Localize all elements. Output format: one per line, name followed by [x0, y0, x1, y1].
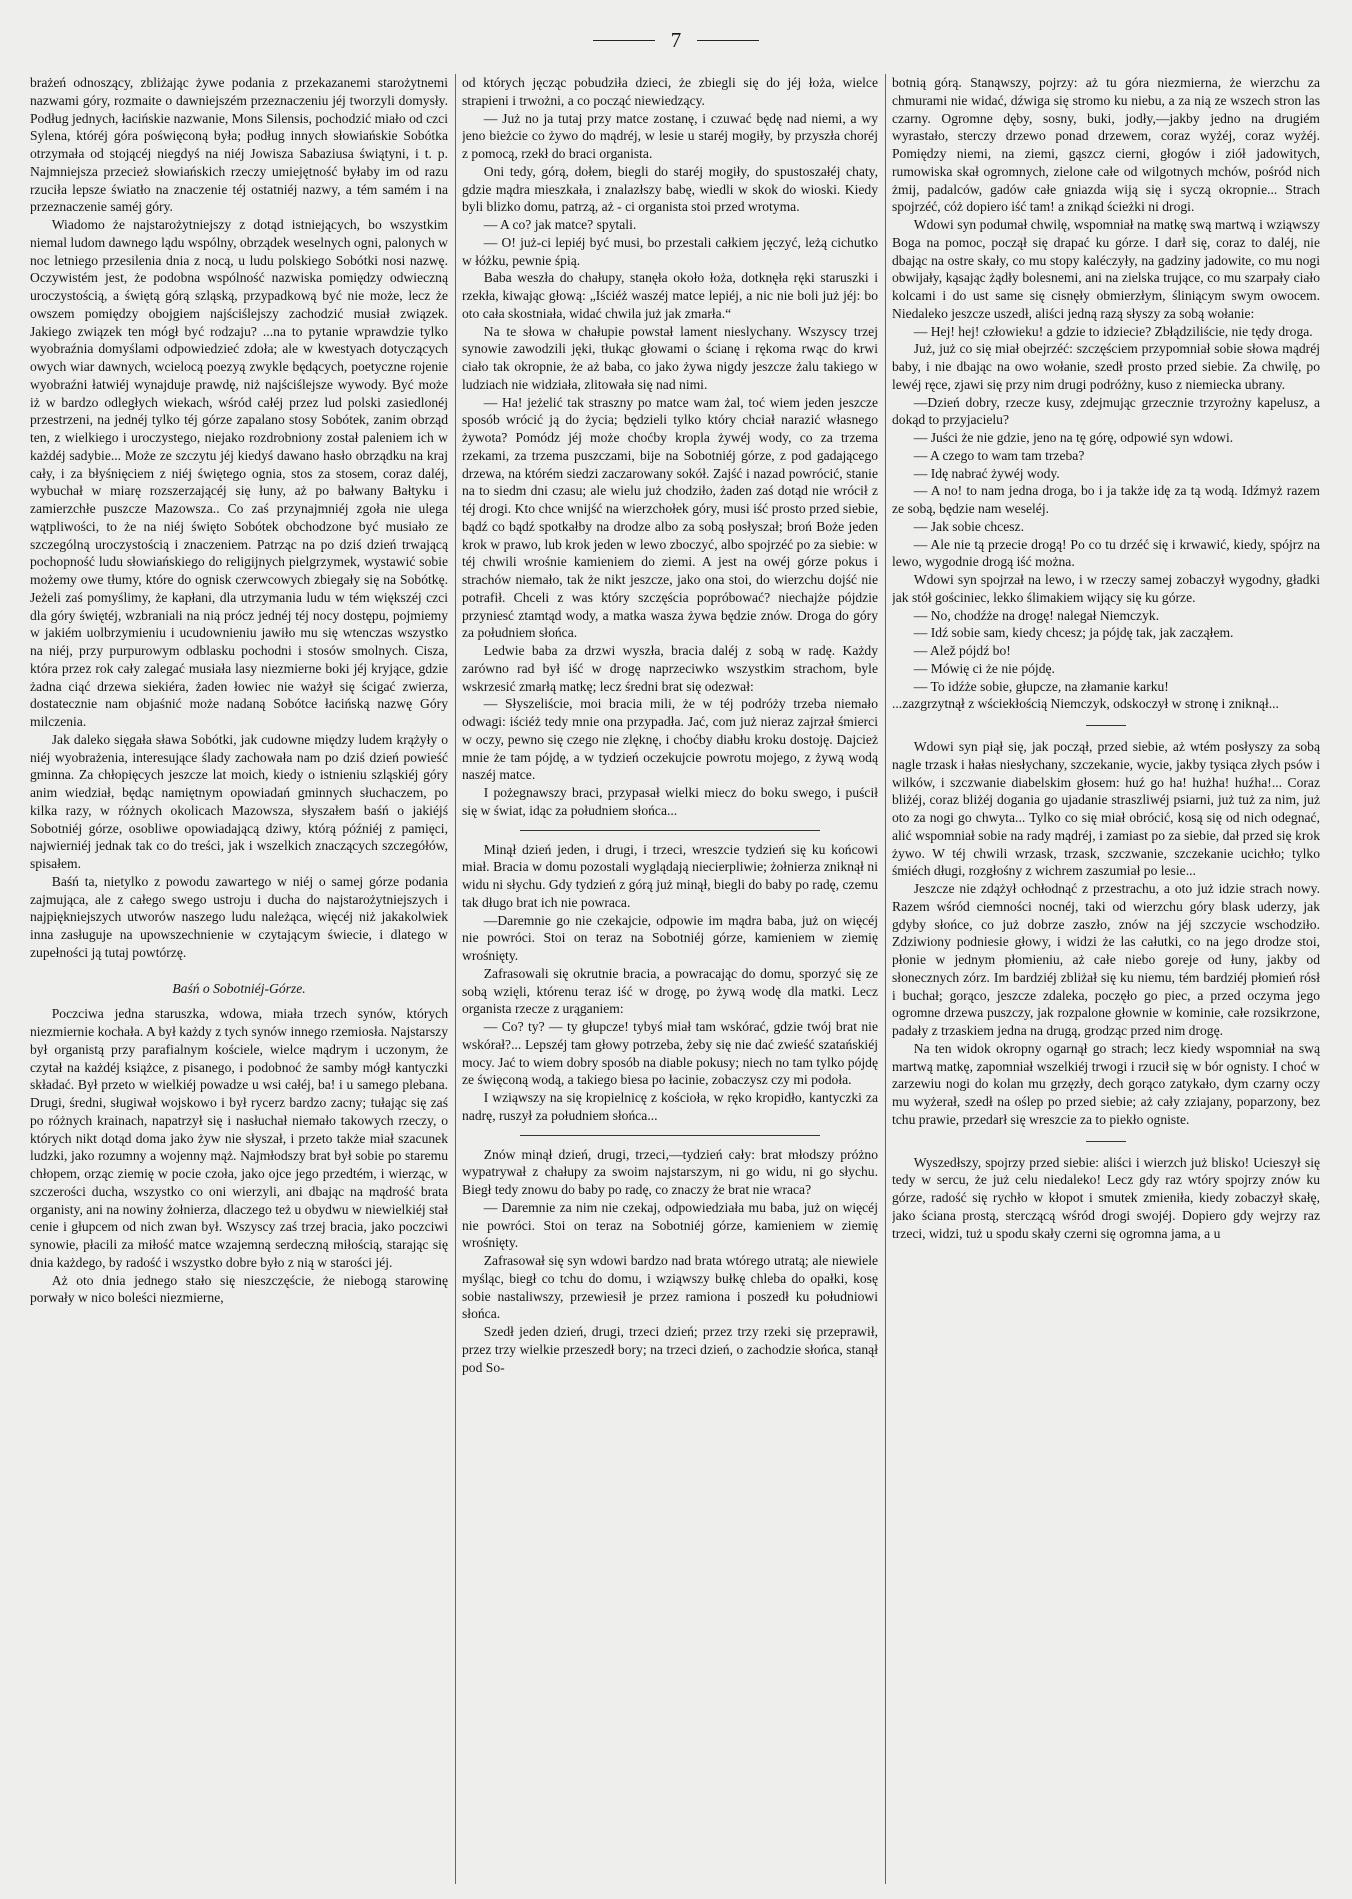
section-separator	[1086, 725, 1126, 726]
paragraph: Na te słowa w chałupie powstał lament nieslychany. Wszyscy trzej synowie zawodzili jęki, tłukąc głowami o ścianę i rękoma rwąc do krwi ciało tak okropnie, że aż baba, co jako żywa nigdy jeszcze żalu takiego w ludziach nie widziała, zlitowała się nad nimi.	[462, 323, 878, 392]
paragraph: Minął dzień jeden, i drugi, i trzeci, wreszcie tydzień się ku końcowi miał. Bracia w domu pozostali wyglądają niecierpliwie; żołnierza zniknął ni widu ni słychu. Gdy tydzień z górą już minął, biegli do baby po radę, czemu tak długo brat ich nie powraca.	[462, 841, 878, 910]
paragraph: Poczciwa jedna staruszka, wdowa, miała trzech synów, których niezmiernie kochała. A był każdy z tych synów innego rzemiosła. Najstarszy był organistą przy parafialnym kościele, wielce mądrym i uczonym, że czytał na każdéj książce, z pisanego, i podobnoć że samby mógł kantyczki składać. Był przeto w wielkiéj powadze u wsi całéj, ba! i u samego plebana. Drugi, średni, sługiwał wojskowo i był rycerz bardzo zacny; tułając się zaś po różnych krainach, napatrzył się i nasłuchał niemało takowych rzeczy, o których nikt dotąd doma jako żyw nie słyszał, i przeto także miał szacunek ludzki, jako rozumny a wojenny mąż. Najmłodszy brat był sobie po staremu chłopem, orząc ziemię w pocie czoła, jako ojce jego przedtém, i wierząc, w szczerości ducha, wszystko co oni wierzyli, ani dbając na mądrość brata organisty, ani na nowiny żołnierza, dlaczego też u obydwu w niewielkiéj stał cenie i głupcem od nich zwan był. Wszyscy zaś trzej bracia, jako poczciwi synowie, płacili za miłość matce wzajemną serdeczną miłością, starając się dnia każdego, by radość i wszystko dobre było z nią w starości jéj.	[30, 1006, 448, 1270]
paragraph: —Daremnie go nie czekajcie, odpowie im mądra baba, już on więcéj nie powróci. Stoi on teraz na Sobotniéj górze, kamieniem w ziemię wrośnięty.	[462, 912, 878, 963]
paragraph: Oni tedy, górą, dołem, biegli do staréj mogiły, do spustoszałéj chaty, gdzie mądra mieszkała, i znalazłszy babę, wiedli w skok do wioski. Kiedy byli blizko domu, patrzą, aż - ci organista stoi przed wrotyma.	[462, 163, 878, 215]
paragraph: Zafrasowali się okrutnie bracia, a powracając do domu, sporzyć się ze sobą wzięli, którenu teraz iść w drogę, po żywą wodę dla matki. Lecz organista rzecze z urąganiem:	[462, 965, 878, 1017]
column-1	[30, 74, 448, 1884]
paragraph: — Juści że nie gdzie, jeno na tę górę, odpowié syn wdowi.	[913, 430, 1234, 445]
paragraph: — No, chodźże na drogę! nalegał Niemczyk.	[913, 607, 1160, 623]
text-columns	[30, 74, 1320, 1884]
paragraph: Wiadomo że najstarożytniejszy z dotąd istniejących, bo wszystkim niemal ludom dawnego lądu wspólny, obrządek weselnych ogni, palonych w noc letniego przesilenia dnia z nocą, u ludu polskiego Sobótki nosi nazwę. Oczywistém jest, że podobna wspólność nazwiska pomiędzy odwieczną uroczystością, a świętą górą szląską, przypadkową być nie może, lecz że owszem pomiędzy obojgiem najściślejszy zachodzić musiał związek. Jakiego związek ten mógł być rodzaju? ...na to pytanie wprawdzie tylko wyobraźnia domyślami odpowiedzieć zdoła; ale w kwestyach dotyczących owych wiar dawnych, wcielocą poezyą zwykle będących, poetyczne rojenie wyobraźni łatwiéj wynajduje prawdę, niż najściślejsze wywody. Być może iż w bardzo odległych wiekach, wśród całéj przez lud polski zasiedlonéj przestrzeni, na jednéj tylko téj górze zapalano stosy Sobótek, zanim obrząd ten, z wielkiego i uroczystego, niejako rozdrobniony został paleniem ich w każdéj sadybie... Może ze szczytu jéj kiedyś dawano hasło obrządku na kraj cały, i za błyśnięciem z niéj świętego ognia, stos za stosem, coraz daléj, wybuchał w miarę rozszerzającéj się łuny, aż po bałwany Bałtyku i zamierzchłe puszcze Mazowsza.. Co zaś przynajmniéj zgoła nie ulega wątpliwości, to że na niéj święto Sobótek obchodzone być musiało ze szczególną uroczystością i znaczeniem. Patrząc na po dziś dzień trwającą pochopność ludu słowiańskiego do religijnych pielgrzymek, wystawić sobie możemy owe tłumy, które do ognisk czerwcowych zbiegały się na Sobótkę. Jeżeli zaś pomyślimy, że kapłani, dla utrzymania ludu w tém większéj czci dla góry świętéj, wzbraniali na nią prócz jednéj téj nocy dostępu, pojmiemy w jakiém uolbrzymieniu i ucudownieniu jawiło mu się wtenczas wszystko na niéj, przy purpurowym odblasku pochodni i stosów smolnych. Cisza, która przez rok cały zalegać musiała lasy niezmierne boki jéj kryjące, gdzie żadna ciąć drzewa siekiéra, żaden łowiec nie ważył się ścigać zwierza, dostatecznie nam objaśnić może nadaną Sobótce łacińską nazwę Góry milczenia.	[30, 217, 448, 729]
paragraph: — A no! to nam jedna droga, bo i ja także idę za tą wodą. Idźmyż razem ze sobą, będzie nam weseléj.	[892, 483, 1320, 516]
paragraph: — A co? jak matce? spytali.	[483, 217, 637, 232]
paragraph: — Jak sobie chcesz.	[913, 518, 1024, 534]
column-divider	[885, 74, 886, 1884]
page-number: 7	[670, 27, 682, 52]
section-separator	[520, 1135, 820, 1136]
paragraph: I wziąwszy na się kropielnicę z kościoła, w ręko kropidło, kantyczki za nadrę, ruszył za południem słońca...	[462, 1090, 878, 1123]
paragraph: Zafrasował się syn wdowi bardzo nad brata wtórego utratą; ale niewiele myśląc, biegł co tchu do domu, i wziąwszy bułkę chleba do opałki, kosę sobie nastaliwszy, przewiesił je przez ramiona i poszedł ku południowi słońca.	[462, 1253, 878, 1322]
paragraph: — A czego to wam tam trzeba?	[913, 447, 1085, 463]
paragraph: — Słyszeliście, moi bracia mili, że w téj podróży trzeba niemało odwagi: iściéż tedy mnie ona przypadła. Jać, com już nieraz zajrzał śmierci w oczy, pewno się czego nie zlęknę, i choćby diabłu kroku dostoję. Dajcież mnie że tam pójdę, a w tydzień oczekujcie powrotu mojego, z żywą wodą naszéj matce.	[462, 696, 878, 783]
paragraph: Wyszedłszy, spojrzy przed siebie: aliści i wierzch już blisko! Ucieszył się tedy w sercu, że już celu niedaleko! Lecz gdy raz wtóry spojrzy znów ku górze, radość się rychło w kłopot i smutek zmieniła, kiedy zobaczył skałę, jako ściana prostą, sterczącą wśród drogi swojéj. Dopiero gdy wejrzy raz trzeci, widzi, tuż u spodu skały czerni się ogromna jama, a u	[892, 1154, 1320, 1241]
paragraph: Baśń ta, nietylko z powodu zawartego w niéj o samej górze podania zajmująca, ale z całego swego ustroju i ducha do najstarożytniejszych i najpiękniejszych utworów naszego ludu należąca, więcéj niż jakakolwiek inna zasługuje na upowszechnienie w czytającym świecie, i dlatego w zupełności ją tutaj powtórzę.	[30, 873, 448, 960]
paragraph: — Alež pójdź bo!	[913, 643, 1011, 658]
page-header	[0, 28, 1352, 52]
column-divider	[455, 74, 456, 1884]
paragraph: — Idę nabrać żywéj wody.	[913, 465, 1060, 481]
header-rule-left	[593, 40, 655, 41]
paragraph: Jak daleko sięgała sława Sobótki, jak cudowne między ludem krążyły o niéj wyobrażenia, interesujące ślady zachowała nam po dziś dzień powieść gminna. Za chłopięcych jeszcze lat moich, kiedy o istnieniu szląskiéj góry anim wiedział, będąc namiętnym opowiadań gminnych słuchaczem, po kilka razy, w różnych okolicach Mazowsza, słyszałem baśń o jakiéjś Sobotniéj górze, osobliwe opowiadającą dziwy, którą późniéj z pamięci, najwierniéj jednak tak co do treści, jak i wszelkich znaczących szczegółów, spisałem.	[30, 731, 448, 871]
paragraph: Szedł jeden dzień, drugi, trzeci dzień; przez trzy rzeki się przeprawił, przez trzy wielkie przeszedł bory; na trzeci dzień, o zachodzie słońca, stanął pod So-	[462, 1324, 878, 1375]
paragraph: Ledwie baba za drzwi wyszła, bracia daléj z sobą w radę. Każdy zarówno rad był iść w drogę naprzeciwko wszystkim strachom, byle wskrzesić zmarłą matkę; lecz średni brat się odezwał:	[462, 643, 878, 694]
paragraph: — O! już-ci lepiéj być musi, bo przestali całkiem jęczyć, leżą cichutko w łóżku, pewnie śpią.	[462, 234, 878, 268]
paragraph: Znów minął dzień, drugi, trzeci,—tydzień cały: brat młodszy próżno wypatrywał z chałupy za swoim najstarszym, ni go widu, ni go słychu. Biegł tedy znowu do baby po radę, co znaczy że brat nie wraca?	[462, 1146, 878, 1197]
paragraph: — Hej! hej! człowieku! a gdzie to idziecie? Zbłądziliście, nie tędy droga.	[913, 323, 1313, 339]
paragraph: Wdowi syn piął się, jak począł, przed siebie, aż wtém posłyszy za sobą nagle trzask i hałas niesłychany, szczekanie, wycie, jakby tysiąca złych psów i wilków, i szczwanie diabelskim głosem: huź go ha! hużha! huźha!... Coraz bliżéj, coraz bliżéj dogania go ujadanie straszliwéj psiarni, już tuż za nim, już oto za nogi go chwyta... Tylko co się miał obrócić, kosą się od nich odegnać, alić wspomniał sobie na rady mądréj, i zamiast po za siebie, dał przed się krok żywo. W téj chwili wrzask, trzask, szczwanie, szczekanie ucichło; tylko śmiéch długi, rozgłośny z wichrem zaszumiał po lesie...	[892, 739, 1320, 879]
paragraph: Wdowi syn podumał chwilę, wspomniał na matkę swą martwą i wziąwszy Boga na pomoc, począł się drapać ku górze. I darł się, coraz to daléj, nie dbając na ostre skały, co mu stopy kaléczyły, na gadziny jadowite, co mu nogi obwijały, kąsając żądły bolesnemi, ani na zielska trujące, co mu szarpały ciało kolcami i do ust same się cisnęły obmierzłym, śliniącym swym owocem. Niedaleko jeszcze uszedł, aliści jedną razą słyszy za sobą wołanie:	[892, 217, 1320, 321]
paragraph: Wdowi syn spojrzał na lewo, i w rzeczy samej zobaczył wygodny, gładki jak stół gościniec, lekko ślimakiem wijący się ku górze.	[892, 572, 1320, 605]
paragraph: I pożegnawszy braci, przypasał wielki miecz do boku swego, i puścił się w świat, idąc za południem słońca...	[462, 785, 878, 818]
paragraph: Na ten widok okropny ogarnął go strach; lecz kiedy wspomniał na swą martwą matkę, zapomniał wszelkiéj trwogi i rzucił się w bór ognisty. I choć w zarzewiu nogi do kolan mu grzęzły, dech gorąco zatykało, dym czarny oczy mu wyżerał, szedł na oślep po przed siebie; aż cały zziajany, poparzony, bez tchu prawie, przedarł się wreszcie za to piekło ogniste.	[892, 1040, 1320, 1127]
paragraph: — Idź sobie sam, kiedy chcesz; ja pójdę tak, jak zacząłem.	[913, 625, 1234, 641]
paragraph: Już, już co się miał obejrzéć: szczęściem przypomniał sobie słowa mądréj baby, i nie dbając na owo wołanie, szedł prosto przed siebie. Za chwilę, po lewéj ręce, zjawi się przy nim drugi podróżny, kuso z niemiecka ubrany.	[892, 341, 1320, 392]
paragraph: Baba weszła do chałupy, stanęła około łoża, dotknęła ręki staruszki i rzekła, kiwając głową: „Iściéż waszéj matce lepiéj, a nic nie boli już jéj: bo oto cała skostniała, widać chwila już jak zmarła.“	[462, 270, 878, 321]
paragraph: — Ha! jeżelić tak straszny po matce wam żal, toć wiem jeden jeszcze sposób wrócić ją do życia; będzieli tylko który chciał narazić własnego żywota? Pomódz jéj może choćby kropla żywéj wody, co za trzema rzekami, za trzema puszczami, bije na Sobotniéj górze, z pod gadającego drzewa, na którém siedzi zaczarowany sokół. Zajść i nazad powrócić, stanie na to siedm dni czasu; ale wielu już chodziło, żaden zaś dotąd nie wrócił z téj drogi. Kto chce wnijść na wierzchołek góry, musi iść prosto przed siebie, bądź co bądź spotkałby na drodze albo za sobą posłyszał; broń Boże jeden krok w prawo, lub krok jeden w lewo zboczyć, albo spojrzéć po za siebie: w téj chwili wrośnie kamieniem do ziemi. A jest na owéj górze pokus i strachów niemało, tak że nikt jeszcze, jako ona stoi, do wierzchu dojść nie potrafił. Chceli z was który szczęścia popróbować? niechajże pójdzie przyniesć ztamtąd wody, a matka wasza żywa będzie znów. Droga do góry za południem słońca.	[462, 394, 878, 641]
paragraph: — Daremnie za nim nie czekaj, odpowiedziała mu baba, już on więcéj nie powróci. Stoi on teraz na Sobotniéj górze, kamieniem w ziemię wrośnięty.	[462, 1199, 878, 1251]
paragraph: Aż oto dnia jednego stało się nieszczęście, że niebogą starowinę porwały w nico boleści niezmierne,	[30, 1272, 448, 1306]
paragraph: — Mówię ci że nie pójdę.	[913, 660, 1055, 676]
paragraph: — To idźże sobie, głupcze, na złamanie karku!	[913, 678, 1169, 694]
paragraph: od których jęcząc pobudziła dzieci, że zbiegli się do jéj łoża, wielce strapieni i trwożni, a co począć niewiedzący.	[462, 75, 878, 108]
column-2	[462, 74, 878, 1884]
paragraph: botnią górą. Stanąwszy, pojrzy: aż tu góra niezmierna, że wierzchu za chmurami nie widać, dźwiga się stromo ku niebu, a za nią ze wszech stron las czarny. Ogromne dęby, sosny, buki, jodły,—jakby jedno na drugiém wyrastało, sterczy drzewo ponad drzewem, coraz wyżéj, coraz wyżéj. Pomiędzy niemi, na ziemi, gąszcz cierni, głogów i ziół jadowitych, rumowiska skał ogromnych, zielone całe od wilgotnych mchów, pośród nich żmij, padalców, gadów całe gniazda wiją się i syczą okropnie... Strach spojrzéć, cóż dopiero iść tam! a znikąd ścieżki ni drogi.	[892, 75, 1320, 215]
paragraph: brażeń odnoszący, zbliżając żywe podania z przekazanemi starożytnemi nazwami góry, rozmaite o dawniejszém przeznaczeniu jéj tworzyli domysły. Podług jednych, łacińskie nazwanie, Mons Silensis, pochodzić miało od czci Sylena, któréj góra poświęconą była; podług innych słowiańskie Sobótka otrzymała od stojącéj niegdyś na niéj Jowisza Sabaziusa świątyni, i t. p. Najmniejsza przecież słowiańskich rzeczy umiejętność byłaby im od razu rzuciła lepsze światło na znaczenie téj ostatniéj nazwy, a tém samém i na przeznaczenie saméj góry.	[30, 75, 448, 215]
paragraph: — Ale nie tą przecie drogą! Po co tu drzéć się i krwawić, kiedy, spójrz na lewo, wygodnie drogą iść można.	[892, 536, 1320, 570]
paragraph: — Co? ty? — ty głupcze! tybyś miał tam wskórać, gdzie twój brat nie wskórał?... Lepszéj tam głowy potrzeba, żeby się nie dać zwieść szatańskiéj mocy. Jać to wiem dobry sposób na diable pokusy; niech no tam tylko pójdę ze święconą wodą, a takiego biesa po łacinie, zobaczysz czy mi podoła.	[462, 1019, 878, 1088]
paragraph: Jeszcze nie zdążył ochłodnąć z przestrachu, a oto już idzie strach nowy. Razem wśród ciemności nocnéj, taki od wierzchu góry blask uderzy, jak gdyby słońce, co już dobrze zaszło, znów na jéj szczycie wschodziło. Zdziwiony podniesie głowy, i widzi że las całutki, co na jego drodze stoi, płonie w jednym płomieniu, aż całe niebo goreje od łuny, jakby od słonecznych zórz. Im bardziéj zbliżał się ku niemu, tém bardziéj płomień rósł i buchał; gorąco, jeszcze zdaleka, poczęło go piec, a przed oczyma jego ogromne drzewa puszczy, jak rozpalone głownie w kominie, całe rozsikrzone, padały z trzaskiem jedna na drugą, grodząc przed nim drogę.	[892, 881, 1320, 1038]
story-title: Baśń o Sobotniéj-Górze.	[172, 980, 306, 996]
paragraph: —Dzień dobry, rzecze kusy, zdejmując grzecznie trzyrożny kapelusz, a dokąd to przyjacielu?	[892, 394, 1320, 428]
header-rule-right	[697, 40, 759, 41]
paragraph: — Już no ja tutaj przy matce zostanę, i czuwać będę nad niemi, a wy jeno bieżcie co żywo do mądréj, w lesie u staréj mogiły, by przyszła choréj z pomocą, rzekł do braci organista.	[462, 110, 878, 161]
section-separator	[1086, 1141, 1126, 1142]
paragraph: ...zazgrzytnął z wściekłością Niemczyk, odskoczył w stronę i zniknął...	[892, 696, 1279, 712]
column-3	[892, 74, 1320, 1884]
section-separator	[520, 830, 820, 831]
